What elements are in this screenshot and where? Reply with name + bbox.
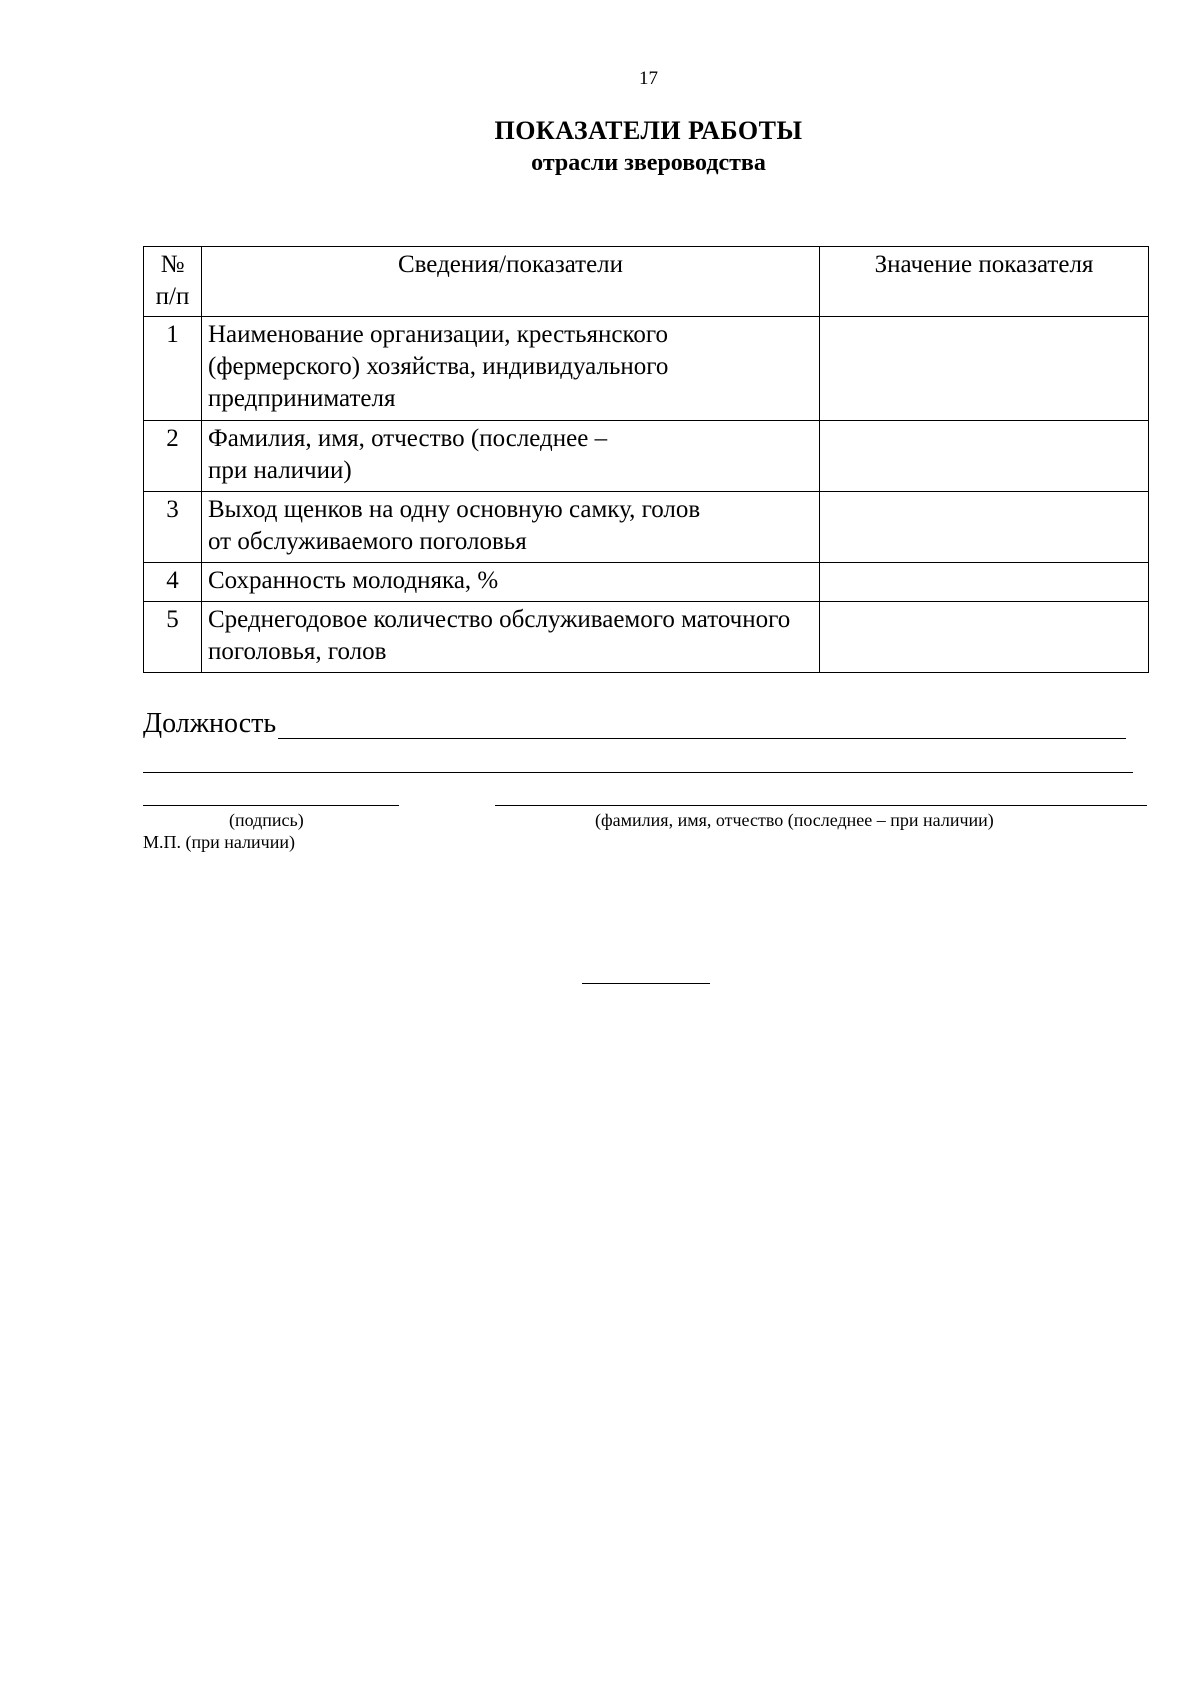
position-label: Должность	[143, 708, 277, 739]
header-number-sign: №	[160, 251, 185, 278]
row-number: 4	[144, 563, 202, 602]
row-value-field[interactable]	[820, 317, 1149, 421]
table-row	[144, 317, 1149, 421]
row-value-field[interactable]	[820, 421, 1149, 492]
table-row	[144, 602, 1149, 673]
row-text: Выход щенков на одну основную самку, голов от обслуживаемого поголовья	[202, 492, 820, 563]
table-header-row	[144, 247, 1149, 317]
row-text: Сохранность молодняка, %	[202, 563, 820, 602]
page-number: 17	[639, 68, 658, 89]
end-divider	[582, 983, 710, 984]
row-text: Среднегодовое количество обслуживаемого маточного поголовья, голов	[202, 602, 820, 673]
header-info-cell: Сведения/показатели	[202, 247, 820, 317]
row-text: Фамилия, имя, отчество (последнее – при наличии)	[202, 421, 820, 492]
table-row	[144, 421, 1149, 492]
name-line[interactable]	[495, 805, 1147, 806]
signature-caption: (подпись)	[229, 810, 304, 830]
signature-line[interactable]	[143, 805, 399, 806]
row-number: 1	[144, 317, 202, 421]
row-value-field[interactable]	[820, 602, 1149, 673]
document-title: ПОКАЗАТЕЛИ РАБОТЫ	[494, 116, 803, 145]
row-text: Наименование организации, крестьянского (фермерского) хозяйства, индивидуального предпринимателя	[202, 317, 820, 421]
row-number: 3	[144, 492, 202, 563]
position-second-line[interactable]	[143, 772, 1133, 773]
table-row	[144, 563, 1149, 602]
header-number-pp: п/п	[155, 283, 190, 310]
row-number: 2	[144, 421, 202, 492]
name-caption: (фамилия, имя, отчество (последнее – при наличии)	[595, 810, 994, 830]
row-value-field[interactable]	[820, 563, 1149, 602]
header-value-cell: Значение показателя	[820, 247, 1149, 317]
row-number: 5	[144, 602, 202, 673]
indicators-table	[143, 246, 1149, 673]
document-subtitle: отрасли звероводства	[531, 150, 766, 176]
row-value-field[interactable]	[820, 492, 1149, 563]
table-row	[144, 492, 1149, 563]
header-number-cell	[144, 247, 202, 317]
stamp-caption: М.П. (при наличии)	[143, 832, 295, 852]
position-underline[interactable]	[278, 738, 1126, 739]
